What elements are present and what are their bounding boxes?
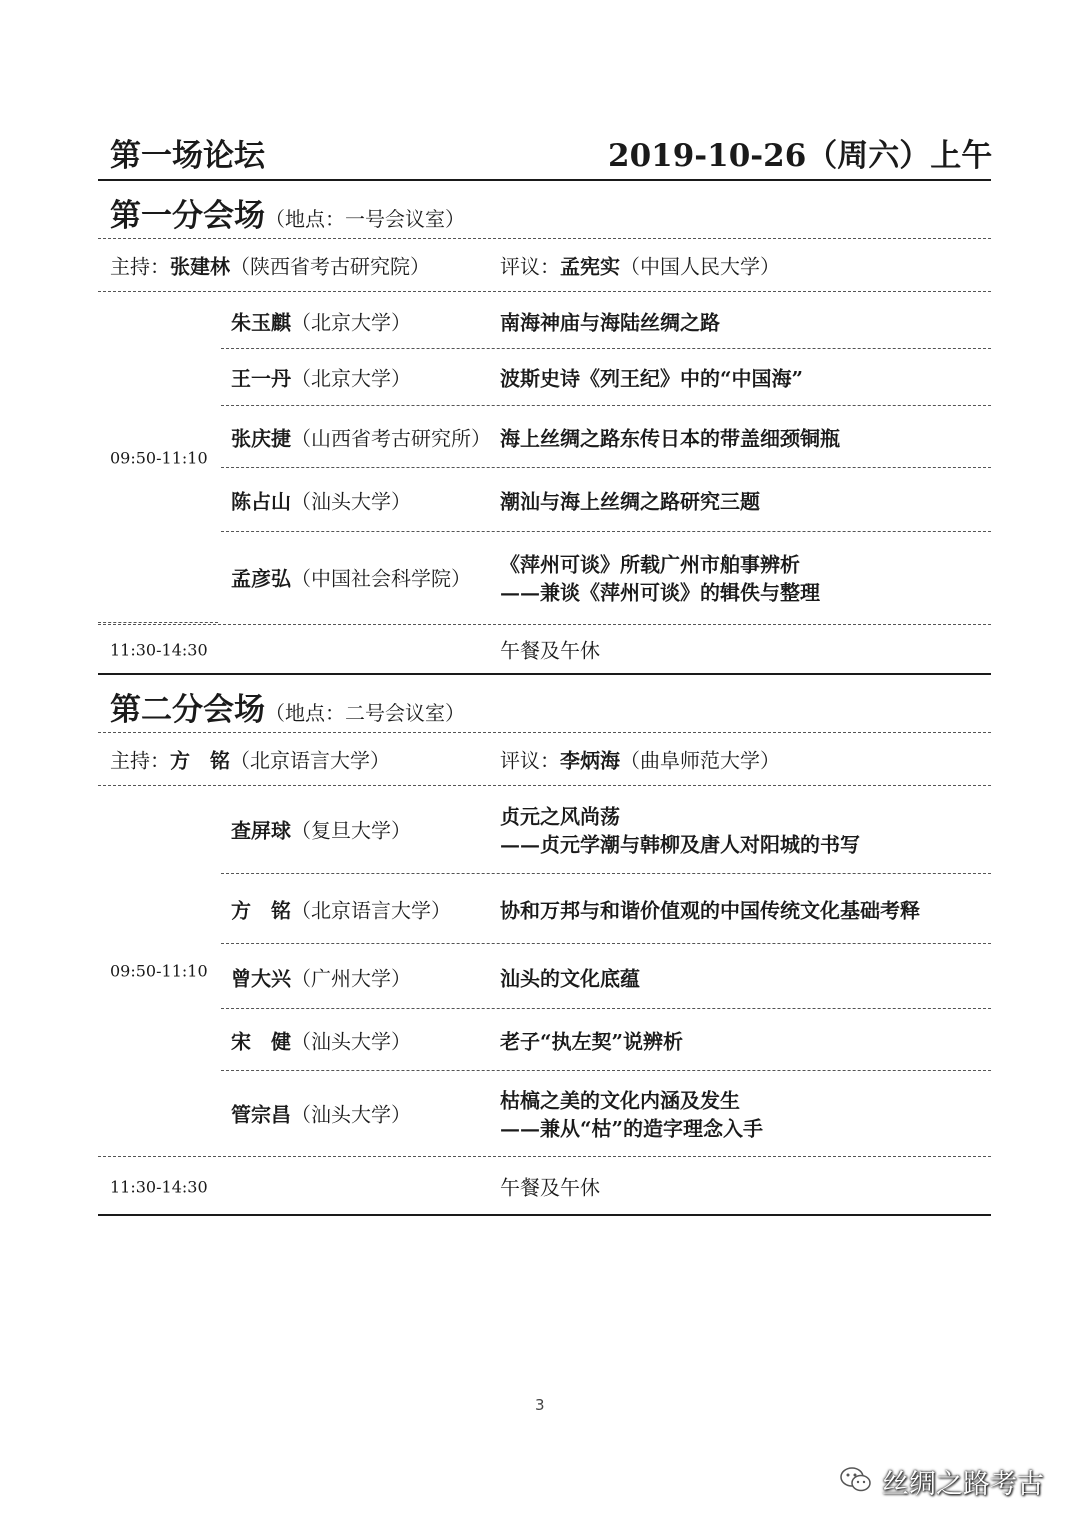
talk-title: 波斯史诗《列王纪》中的“中国海” [500, 366, 804, 391]
talk-title: 老子“执左契”说辨析 [500, 1029, 684, 1054]
talk-subtitle: ——兼谈《萍州可谈》的辑佚与整理 [500, 580, 820, 605]
bottom-rule [98, 1214, 991, 1216]
session-2-title: 第二分会场（地点：二号会议室） [110, 692, 465, 728]
session-rule [98, 673, 991, 675]
divider [221, 467, 991, 468]
divider [98, 785, 991, 786]
talk-title: 南海神庙与海陆丝绸之路 [500, 310, 720, 335]
divider [98, 732, 991, 733]
session-1-time: 09:50-11:10 [110, 448, 208, 468]
session-1-break-label: 午餐及午休 [500, 638, 600, 663]
talk-title: 潮汕与海上丝绸之路研究三题 [500, 489, 760, 514]
divider [221, 1070, 991, 1071]
session-1-location: （地点：一号会议室） [265, 207, 465, 231]
list-item: 管宗昌（汕头大学） [231, 1102, 411, 1127]
session-2-break-label: 午餐及午休 [500, 1175, 600, 1200]
divider [98, 1156, 991, 1157]
talk-subtitle: ——贞元学潮与韩柳及唐人对阳城的书写 [500, 832, 860, 857]
list-item: 孟彦弘（中国社会科学院） [231, 566, 471, 591]
session-1-title: 第一分会场（地点：一号会议室） [110, 198, 465, 234]
list-item: 曾大兴（广州大学） [231, 966, 411, 991]
session-1-reviewer: 评议：孟宪实（中国人民大学） [500, 254, 780, 279]
talk-subtitle: ——兼从“枯”的造字理念入手 [500, 1116, 764, 1141]
page-number: 3 [535, 1396, 545, 1414]
talk-title: 汕头的文化底蕴 [500, 966, 640, 991]
talk-title: 协和万邦与和谐价值观的中国传统文化基础考释 [500, 898, 920, 923]
list-item: 张庆捷（山西省考古研究所） [231, 426, 491, 451]
talk-title: 海上丝绸之路东传日本的带盖细颈铜瓶 [500, 426, 840, 451]
header-rule [98, 179, 991, 181]
divider [221, 943, 991, 944]
watermark-text: 丝绸之路考古 [882, 1469, 1044, 1500]
divider [221, 1008, 991, 1009]
talk-title: 《萍州可谈》所载广州市舶事辨析 [500, 552, 800, 577]
divider [98, 624, 991, 625]
session-1-host: 主持：张建林（陕西省考古研究院） [110, 254, 430, 279]
wechat-icon [838, 1462, 874, 1498]
session-2-location: （地点：二号会议室） [265, 701, 465, 725]
forum-datetime: 2019-10-26（周六）上午 [608, 138, 993, 174]
divider [221, 348, 991, 349]
divider [98, 238, 991, 239]
session-1-break-time: 11:30-14:30 [110, 640, 208, 660]
list-item: 宋 健（汕头大学） [231, 1029, 411, 1054]
talk-title: 贞元之风尚荡 [500, 804, 620, 829]
session-2-reviewer: 评议：李炳海（曲阜师范大学） [500, 748, 780, 773]
session-2-host: 主持：方 铭（北京语言大学） [110, 748, 390, 773]
list-item: 陈占山（汕头大学） [231, 489, 411, 514]
divider [221, 873, 991, 874]
session-2-break-time: 11:30-14:30 [110, 1177, 208, 1197]
talk-title: 枯槁之美的文化内涵及发生 [500, 1088, 740, 1113]
list-item: 朱玉麒（北京大学） [231, 310, 411, 335]
divider [98, 291, 991, 292]
forum-title: 第一场论坛 [110, 138, 265, 174]
divider [221, 405, 991, 406]
list-item: 方 铭（北京语言大学） [231, 898, 451, 923]
list-item: 王一丹（北京大学） [231, 366, 411, 391]
session-2-time: 09:50-11:10 [110, 961, 208, 981]
divider [98, 622, 218, 623]
divider [221, 531, 991, 532]
list-item: 查屏球（复旦大学） [231, 818, 411, 843]
